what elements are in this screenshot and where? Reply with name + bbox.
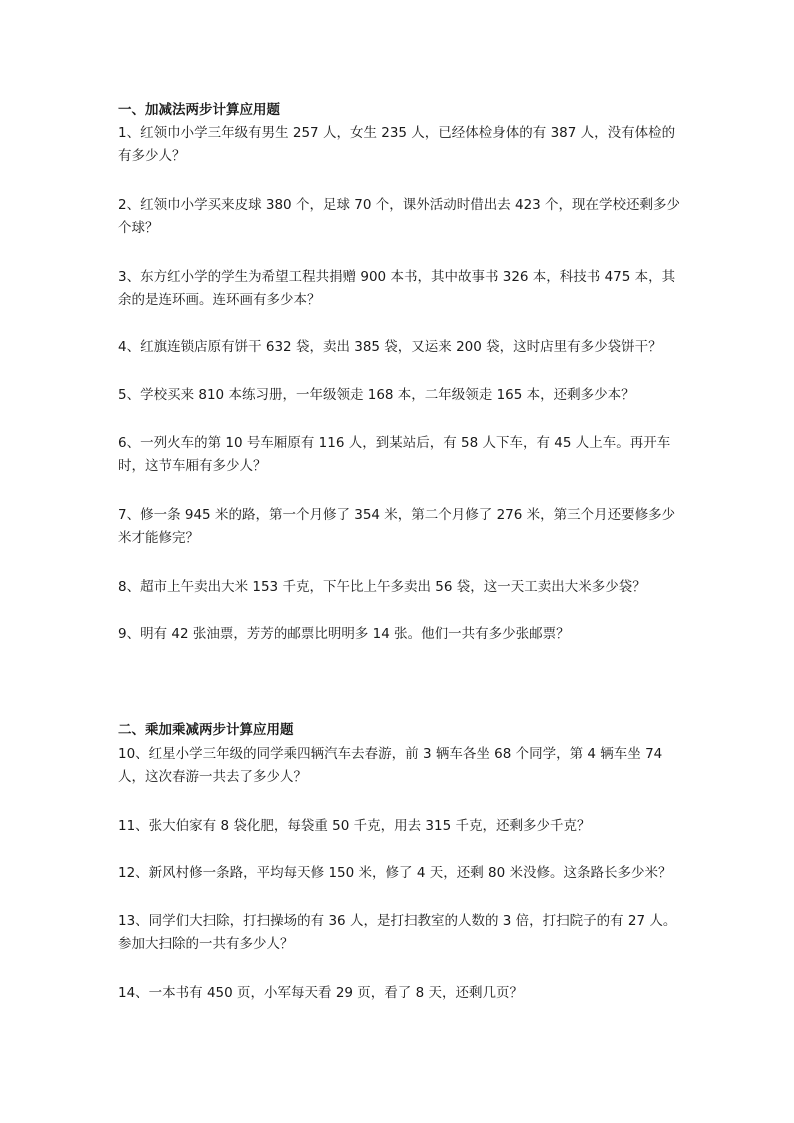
problem-item: 3、东方红小学的学生为希望工程共捐赠 900 本书，其中故事书 326 本，科技书 475 本，其余的是连环画。连环画有多少本？ bbox=[118, 269, 676, 308]
problem-item: 9、明有 42 张油票，芳芳的邮票比明明多 14 张。他们一共有多少张邮票？ bbox=[118, 626, 570, 642]
problem-item: 11、张大伯家有 8 袋化肥，每袋重 50 千克，用去 315 千克，还剩多少千克？ bbox=[118, 818, 591, 834]
problem-item: 10、红星小学三年级的同学乘四辆汽车去春游，前 3 辆车各坐 68 个同学，第 4 辆车坐 74 人，这次春游一共去了多少人？ bbox=[118, 746, 663, 785]
problem-item: 5、学校买来 810 本练习册，一年级领走 168 本，二年级领走 165 本，还剩多少本？ bbox=[118, 387, 635, 403]
problem-item: 8、超市上午卖出大米 153 千克，下午比上午多卖出 56 袋，这一天工卖出大米多少袋？ bbox=[118, 579, 646, 595]
problem-item: 2、红领巾小学买来皮球 380 个，足球 70 个，课外活动时借出去 423 个，现在学校还剩多少个球？ bbox=[118, 197, 681, 236]
problem-item: 12、新风村修一条路，平均每天修 150 米，修了 4 天，还剩 80 米没修。这条路长多少米？ bbox=[118, 865, 672, 881]
section-title: 二、乘加乘减两步计算应用题 bbox=[118, 722, 294, 738]
problem-item: 13、同学们大扫除，打扫操场的有 36 人，是打扫教室的人数的 3 倍，打扫院子的有 27 人。参加大扫除的一共有多少人？ bbox=[118, 913, 677, 952]
problem-item: 7、修一条 945 米的路，第一个月修了 354 米，第二个月修了 276 米，第三个月还要修多少米才能修完？ bbox=[118, 507, 676, 546]
problem-item: 1、红领巾小学三年级有男生 257 人，女生 235 人，已经体检身体的有 387 人，没有体检的有多少人？ bbox=[118, 125, 676, 164]
section-title: 一、加减法两步计算应用题 bbox=[118, 102, 280, 118]
problem-item: 4、红旗连锁店原有饼干 632 袋，卖出 385 袋，又运来 200 袋，这时店里有多少袋饼干？ bbox=[118, 339, 662, 355]
problem-item: 6、一列火车的第 10 号车厢原有 116 人，到某站后，有 58 人下车，有 45 人上车。再开车时，这节车厢有多少人？ bbox=[118, 435, 671, 474]
problem-item: 14、一本书有 450 页，小军每天看 29 页，看了 8 天，还剩几页？ bbox=[118, 985, 523, 1001]
